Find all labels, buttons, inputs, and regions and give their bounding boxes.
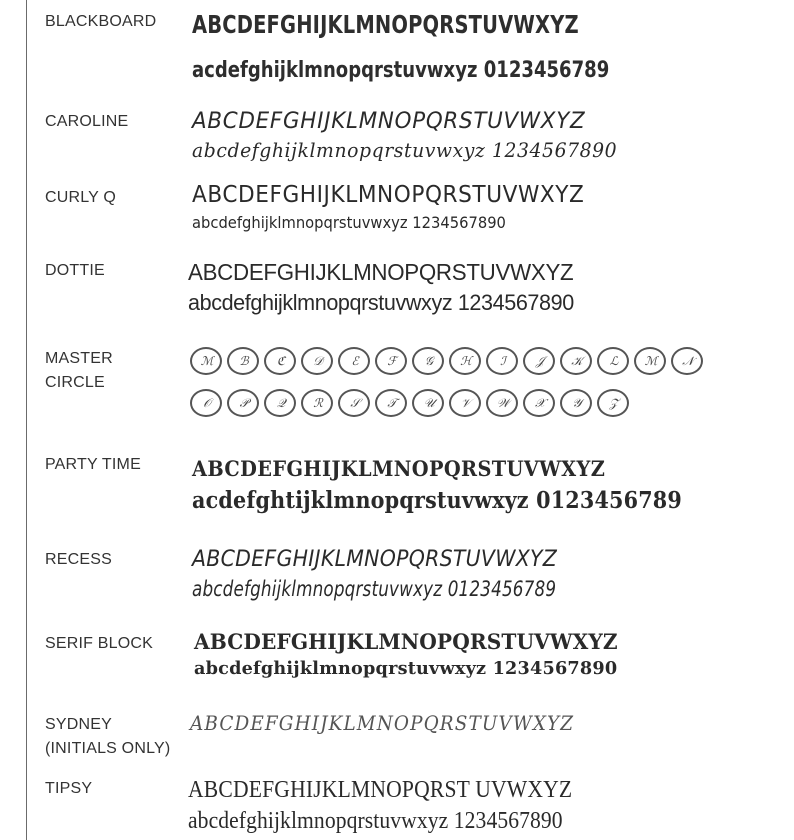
font-name: PARTY TIME	[45, 456, 141, 473]
font-sample-uppercase: ABCDEFGHIJKLMNOPQRSTUVWXYZ	[194, 629, 618, 654]
font-name: BLACKBOARD	[45, 13, 157, 30]
monogram-icon: 𝒯	[375, 389, 407, 417]
font-sample-lowercase: abcdefghijklmnopqrstuvwxyz 1234567890	[194, 658, 618, 679]
monogram-icon: 𝒪	[190, 389, 222, 417]
font-name	[45, 713, 185, 761]
font-sample-uppercase: ABCDEFGHIJKLMNOPQRSTUVWXYZ	[192, 109, 586, 134]
font-name: CAROLINE	[45, 113, 129, 130]
font-sample-uppercase: ABCDEFGHIJKLMNOPQRSTUVWXYZ	[192, 182, 585, 208]
font-name: TIPSY	[45, 780, 93, 797]
monogram-icon: ℐ	[486, 347, 518, 375]
monogram-icon: ℳ	[634, 347, 666, 375]
monogram-icon: 𝒲	[486, 389, 518, 417]
font-sample-uppercase: ABCDEFGHIJKLMNOPQRSTUVWXYZ	[192, 456, 606, 481]
font-name: CURLY Q	[45, 189, 117, 206]
font-name-line-2: (INITIALS ONLY)	[45, 740, 171, 757]
monogram-icon: 𝒱	[449, 389, 481, 417]
font-sample-lowercase: abcdefghijklmnopqrstuvwxyz 1234567890	[192, 138, 618, 162]
font-sample-lowercase: abcdefghijklmnopqrstuvwxyz 0123456789	[192, 577, 557, 601]
monogram-icon: 𝒮	[338, 389, 370, 417]
font-name-line-1: MASTER	[45, 350, 113, 367]
monogram-icon: ℭ	[264, 347, 296, 375]
font-sample-lowercase: abcdefghijklmnopqrstuvwxyz 1234567890	[188, 808, 563, 834]
page-border	[26, 0, 27, 840]
monogram-icon: 𝒟	[301, 347, 333, 375]
monogram-icon: ℬ	[227, 347, 259, 375]
monogram-icon: ℋ	[449, 347, 481, 375]
monogram-row-2	[190, 389, 629, 417]
monogram-icon: 𝒥	[523, 347, 555, 375]
font-name: DOTTIE	[45, 262, 105, 279]
font-sample-lowercase: abcdefghijklmnopqrstuvwxyz 1234567890	[192, 213, 506, 232]
font-sample-lowercase: acdefghtijklmnopqrstuvwxyz 0123456789	[192, 487, 682, 514]
font-sample-uppercase: ABCDEFGHIJKLMNOPQRSTUVWXYZ	[190, 711, 575, 735]
font-sample-uppercase: ABCDEFGHIJKLMNOPQRSTUVWXYZ	[192, 10, 579, 39]
font-name: SERIF BLOCK	[45, 635, 154, 652]
monogram-icon: 𝒦	[560, 347, 592, 375]
font-sample-uppercase: ABCDEFGHIJKLMNOPQRSTUVWXYZ	[192, 547, 558, 572]
font-sample-lowercase: abcdefghijklmnopqrstuvwxyz 1234567890	[188, 290, 574, 315]
monogram-icon: ℰ	[338, 347, 370, 375]
font-sample-uppercase: ABCDEFGHIJKLMNOPQRST UVWXYZ	[188, 777, 573, 803]
font-name	[45, 347, 185, 395]
monogram-icon: ℒ	[597, 347, 629, 375]
monogram-icon: 𝒢	[412, 347, 444, 375]
monogram-icon: ℛ	[301, 389, 333, 417]
monogram-row-1	[190, 347, 703, 375]
monogram-icon: 𝒵	[597, 389, 629, 417]
font-name-line-1: SYDNEY	[45, 716, 112, 733]
monogram-icon: 𝒫	[227, 389, 259, 417]
font-sample-uppercase: ABCDEFGHIJKLMNOPQRSTUVWXYZ	[188, 259, 574, 285]
monogram-icon: 𝒳	[523, 389, 555, 417]
monogram-icon: 𝒬	[264, 389, 296, 417]
monogram-icon: 𝒩	[671, 347, 703, 375]
font-name: RECESS	[45, 551, 112, 568]
font-sample-lowercase: acdefghijklmnopqrstuvwxyz 0123456789	[192, 58, 610, 83]
font-name-line-2: CIRCLE	[45, 374, 105, 391]
monogram-icon: 𝒰	[412, 389, 444, 417]
monogram-icon: ℳ	[190, 347, 222, 375]
monogram-icon: 𝒴	[560, 389, 592, 417]
monogram-icon: ℱ	[375, 347, 407, 375]
